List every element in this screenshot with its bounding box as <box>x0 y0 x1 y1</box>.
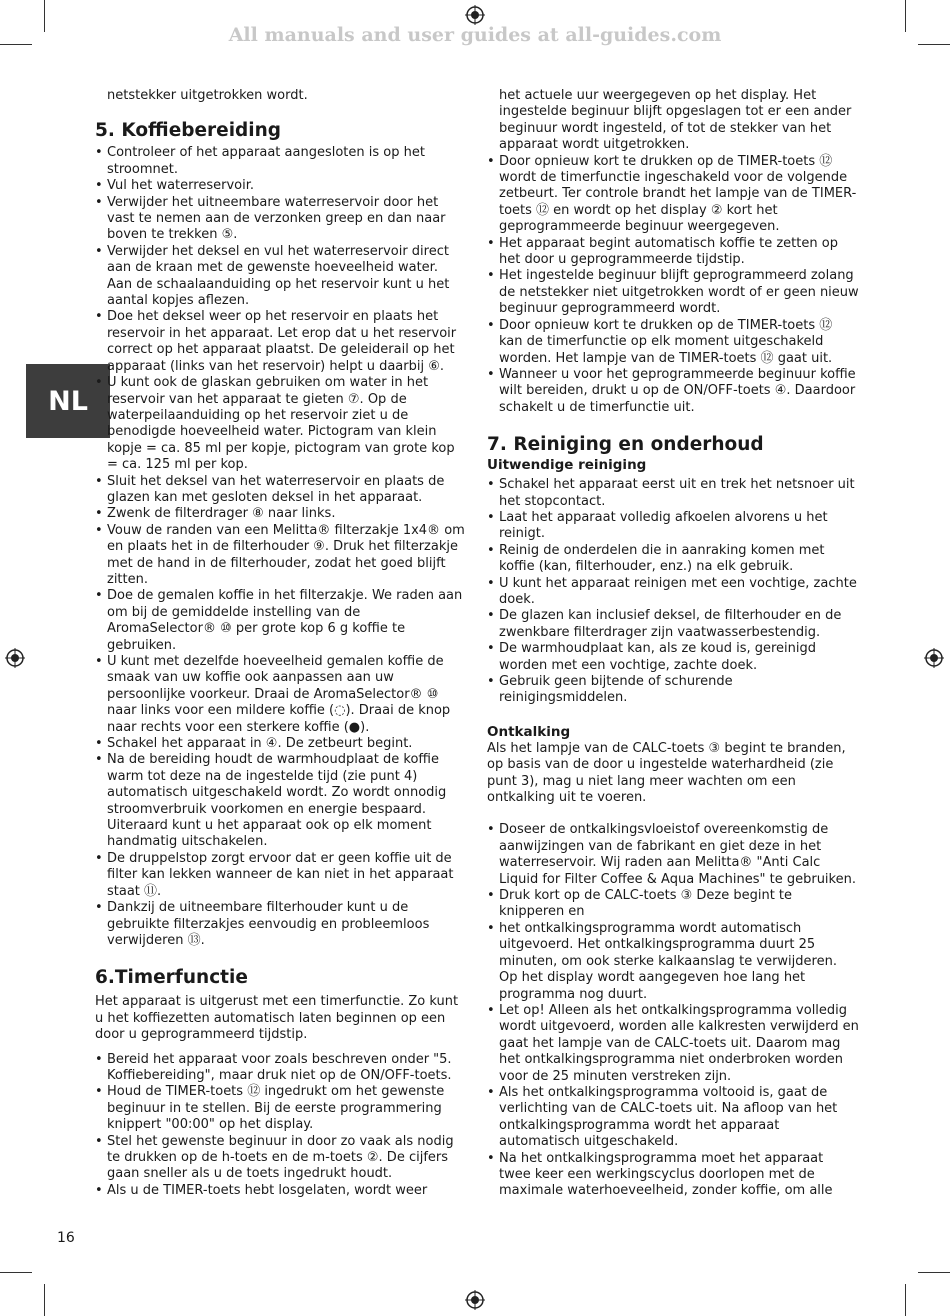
list-item: • Zwenk de filterdrager ⑧ naar links. <box>95 506 467 522</box>
list-item: • Gebruik geen bijtende of schurende reinigingsmiddelen. <box>487 674 859 707</box>
section-6-list <box>95 1052 467 1200</box>
subheading-descaling: Ontkalking <box>487 723 571 740</box>
subheading-exterior-cleaning: Uitwendige reiniging <box>487 457 647 474</box>
list-item: • Wanneer u voor het geprogrammeerde beginuur koffie wilt bereiden, drukt u op de ON/OFF-toets ④. Daardoor schakelt u de timerfunctie uit. <box>487 367 859 416</box>
list-item: • Stel het gewenste beginuur in door zo vaak als nodig te drukken op de h-toets en de m-toets ②. De cijfers gaan sneller als u de toets ingedrukt houdt. <box>95 1134 467 1183</box>
list-item: • Doe het deksel weer op het reservoir en plaats het reservoir in het apparaat. Let erop dat u het reservoir correct op het apparaat plaatst. De geleiderail op het apparaat (links van het reservoir) helpt u daarbij ⑥. <box>95 309 467 375</box>
list-item: • Door opnieuw kort te drukken op de TIMER-toets ⑫ wordt de timerfunctie ingeschakeld voor de volgende zetbeurt. Ter controle brandt het lampje van de TIMER-toets ⑫ en wordt op het display ② kort het geprogrammeerde beginuur weergegeven. <box>487 154 859 236</box>
descaling-intro: Als het lampje van de CALC-toets ③ begint te branden, op basis van de door u ingestelde waterhardheid (zie punt 3), mag u niet lang meer wachten om een ontkalking uit te voeren. <box>487 740 846 806</box>
list-item: • Laat het apparaat volledig afkoelen alvorens u het reinigt. <box>487 510 859 543</box>
list-item: • Reinig de onderdelen die in aanraking komen met koffie (kan, filterhouder, enz.) na elk gebruik. <box>487 543 859 576</box>
list-item: • Bereid het apparaat voor zoals beschreven onder "5. Koffiebereiding", maar druk niet op de ON/OFF-toets. <box>95 1052 467 1085</box>
list-item: • De warmhoudplaat kan, als ze koud is, gereinigd worden met een vochtige, zachte doek. <box>487 641 859 674</box>
registration-mark-icon <box>924 648 944 668</box>
list-item: • Door opnieuw kort te drukken op de TIMER-toets ⑫ kan de timerfunctie op elk moment uitgeschakeld worden. Het lampje van de TIMER-toets ⑫ gaat uit. <box>487 318 859 367</box>
list-item: • Dankzij de uitneembare filterhouder kunt u de gebruikte filterzakjes eenvoudig en probleemloos verwijderen ⑬. <box>95 900 467 949</box>
list-item: • Verwijder het uitneembare waterreservoir door het vast te nemen aan de verzonken greep en dan naar boven te trekken ⑤. <box>95 195 467 244</box>
list-item: • Controleer of het apparaat aangesloten is op het stroomnet. <box>95 145 467 178</box>
watermark: All manuals and user guides at all-guides.com <box>228 24 722 46</box>
section-5-heading: 5. Koffiebereiding <box>95 120 282 142</box>
list-item: • Houd de TIMER-toets ⑫ ingedrukt om het gewenste beginuur in te stellen. Bij de eerste programmering knippert "00:00" op het display. <box>95 1084 467 1133</box>
list-item: • het ontkalkingsprogramma wordt automatisch uitgevoerd. Het ontkalkingsprogramma duurt 25 minuten, om ook sterke kalkaanslag te verwijderen. Op het display wordt aangegeven hoe lang het programma nog duurt. <box>487 921 859 1003</box>
list-item: • Schakel het apparaat in ④. De zetbeurt begint. <box>95 736 467 752</box>
section-5-list <box>95 145 467 949</box>
list-item: • Sluit het deksel van het waterreservoir en plaats de glazen kan met gesloten deksel in het apparaat. <box>95 474 467 507</box>
cleaning-list <box>487 477 859 707</box>
section-6-intro: Het apparaat is uitgerust met een timerfunctie. Zo kunt u het koffiezetten automatisch laten beginnen op een door u geprogrammeerd tijdstip. <box>95 994 459 1043</box>
list-item: • Het ingestelde beginuur blijft geprogrammeerd zolang de netstekker niet uitgetrokken wordt of er geen nieuw beginuur geprogrammeerd wordt. <box>487 268 859 317</box>
continued-text: het actuele uur weergegeven op het display. Het ingestelde beginuur blijft opgeslagen tot er een ander beginuur wordt ingesteld, of tot de stekker van het apparaat wordt uitgetrokken. <box>499 88 852 153</box>
timer-list <box>487 154 859 417</box>
list-item: • U kunt met dezelfde hoeveelheid gemalen koffie de smaak van uw koffie ook aanpassen aan uw persoonlijke voorkeur. Draai de AromaSelector® ⑩ naar links voor een mildere koffie (◌). Draai de knop naar rechts voor een sterkere koffie (●). <box>95 654 467 736</box>
crop-mark <box>905 1284 906 1316</box>
registration-mark-icon <box>5 648 25 668</box>
page-number: 16 <box>57 1230 75 1246</box>
list-item: • Vul het waterreservoir. <box>95 178 467 194</box>
list-item: • Doe de gemalen koffie in het filterzakje. We raden aan om bij de gemiddelde instelling van de AromaSelector® ⑩ per grote kop 6 g koffie te gebruiken. <box>95 588 467 654</box>
registration-mark-icon <box>465 5 485 25</box>
list-item: • Druk kort op de CALC-toets ③ Deze begint te knipperen en <box>487 888 859 921</box>
crop-mark <box>0 1272 32 1273</box>
list-item: • Schakel het apparaat eerst uit en trek het netsnoer uit het stopcontact. <box>487 477 859 510</box>
descaling-list <box>487 822 859 1199</box>
list-item: • U kunt ook de glaskan gebruiken om water in het reservoir van het apparaat te gieten ⑦. Op de waterpeilaanduiding op het reservoir ziet u de benodigde hoeveelheid water. Pictogram van klein kopje = ca. 85 ml per kopje, pictogram van grote kop = ca. 125 ml per kop. <box>95 375 467 473</box>
list-item: • De glazen kan inclusief deksel, de filterhouder en de zwenkbare filterdrager zijn vaatwasserbestendig. <box>487 608 859 641</box>
list-item: • Het apparaat begint automatisch koffie te zetten op het door u geprogrammeerde tijdstip. <box>487 236 859 269</box>
language-tab: NL <box>26 364 110 438</box>
list-item: • U kunt het apparaat reinigen met een vochtige, zachte doek. <box>487 576 859 609</box>
list-item: • Verwijder het deksel en vul het waterreservoir direct aan de kraan met de gewenste hoeveelheid water. Aan de schaalaanduiding op het reservoir kunt u het aantal kopjes aflezen. <box>95 244 467 310</box>
section-7-heading: 7. Reiniging en onderhoud <box>487 434 764 456</box>
list-item: • Na het ontkalkingsprogramma moet het apparaat twee keer een werkingscyclus doorlopen met de maximale waterhoeveelheid, zonder koffie, om alle <box>487 1151 859 1200</box>
left-column <box>95 88 467 1199</box>
continued-text: netstekker uitgetrokken wordt. <box>107 88 308 103</box>
list-item: • Als u de TIMER-toets hebt losgelaten, wordt weer <box>95 1183 467 1199</box>
list-item: • De druppelstop zorgt ervoor dat er geen koffie uit de filter kan lekken wanneer de kan niet in het apparaat staat ⑪. <box>95 851 467 900</box>
list-item: • Na de bereiding houdt de warmhoudplaat de koffie warm tot deze na de ingestelde tijd (zie punt 4) automatisch uitgeschakeld wordt. Zo wordt onnodig stroomverbruik voorkomen en energie bespaard. Uiteraard kunt u het apparaat ook op elk moment handmatig uitschakelen. <box>95 752 467 850</box>
right-column <box>487 88 859 1200</box>
crop-mark <box>44 1284 45 1316</box>
list-item: • Als het ontkalkingsprogramma voltooid is, gaat de verlichting van de CALC-toets uit. Na afloop van het ontkalkingsprogramma wordt het apparaat automatisch uitgeschakeld. <box>487 1085 859 1151</box>
list-item: • Doseer de ontkalkingsvloeistof overeenkomstig de aanwijzingen van de fabrikant en giet deze in het waterreservoir. Wij raden aan Melitta® "Anti Calc Liquid for Filter Coffee & Aqua Machines" te gebruiken. <box>487 822 859 888</box>
registration-mark-icon <box>465 1290 485 1310</box>
section-6-heading: 6.Timerfunctie <box>95 967 248 989</box>
crop-mark <box>918 1272 950 1273</box>
list-item: • Vouw de randen van een Melitta® filterzakje 1x4® om en plaats het in de filterhouder ⑨. Druk het filterzakje met de hand in de filterhouder, zodat het goed blijft zitten. <box>95 523 467 589</box>
list-item: • Let op! Alleen als het ontkalkingsprogramma volledig wordt uitgevoerd, worden alle kalkresten verwijderd en gaat het lampje van de CALC-toets uit. Daarom mag het ontkalkingsprogramma niet onderbroken worden voor de 25 minuten verstreken zijn. <box>487 1003 859 1085</box>
